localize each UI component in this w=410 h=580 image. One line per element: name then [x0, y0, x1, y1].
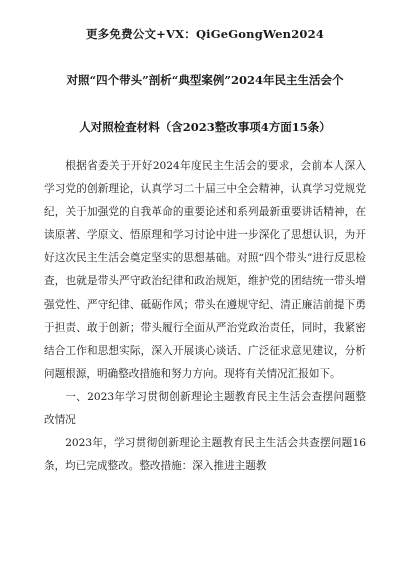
document-title-line-1: 对照“四个带头”剖析“典型案例”2024年民主生活会个 [66, 73, 344, 87]
body-paragraph-intro: 根据省委关于开好2024年度民主生活会的要求，会前本人深入学习党的创新理论，认真学习二十届三中全会精神，认真学习党规党纪，关于加强党的自我革命的重要论述和系列最新重要讲话精神，在读原著、学原文、悟原理和学习讨论中进一步深化了思想认识，为开好这次民主生活会奠定坚实的思想基础。对照“四个带头”进行反思检查，也就是带头严守政治纪律和政治规矩，维护党的团结统一带头增强党性、严守纪律、砥砺作风；带头在遵规守纪、清正廉洁前提下勇于担责、敢于创新；带头履行全面从严治党政治责任，同时，我紧密结合工作和思想实际，深入开展谈心谈话、广泛征求意见建议，分析问题根源，明确整改措施和努力方向。现将有关情况汇报如下。 [44, 160, 366, 380]
section-heading-1: 一、2023年学习贯彻创新理论主题教育民主生活会查摆问题整改情况 [44, 390, 366, 427]
header-note: 更多免费公文+VX：QiGeGongWen2024 [85, 27, 325, 41]
document-title-line-2: 人对照检查材料（含2023整改事项4方面15条） [79, 120, 331, 134]
document-body [44, 155, 366, 478]
body-paragraph-section-1: 2023年，学习贯彻创新理论主题教育民主生活会共查摆问题16条，均已完成整改。整改措施：深入推进主题教 [44, 437, 366, 473]
